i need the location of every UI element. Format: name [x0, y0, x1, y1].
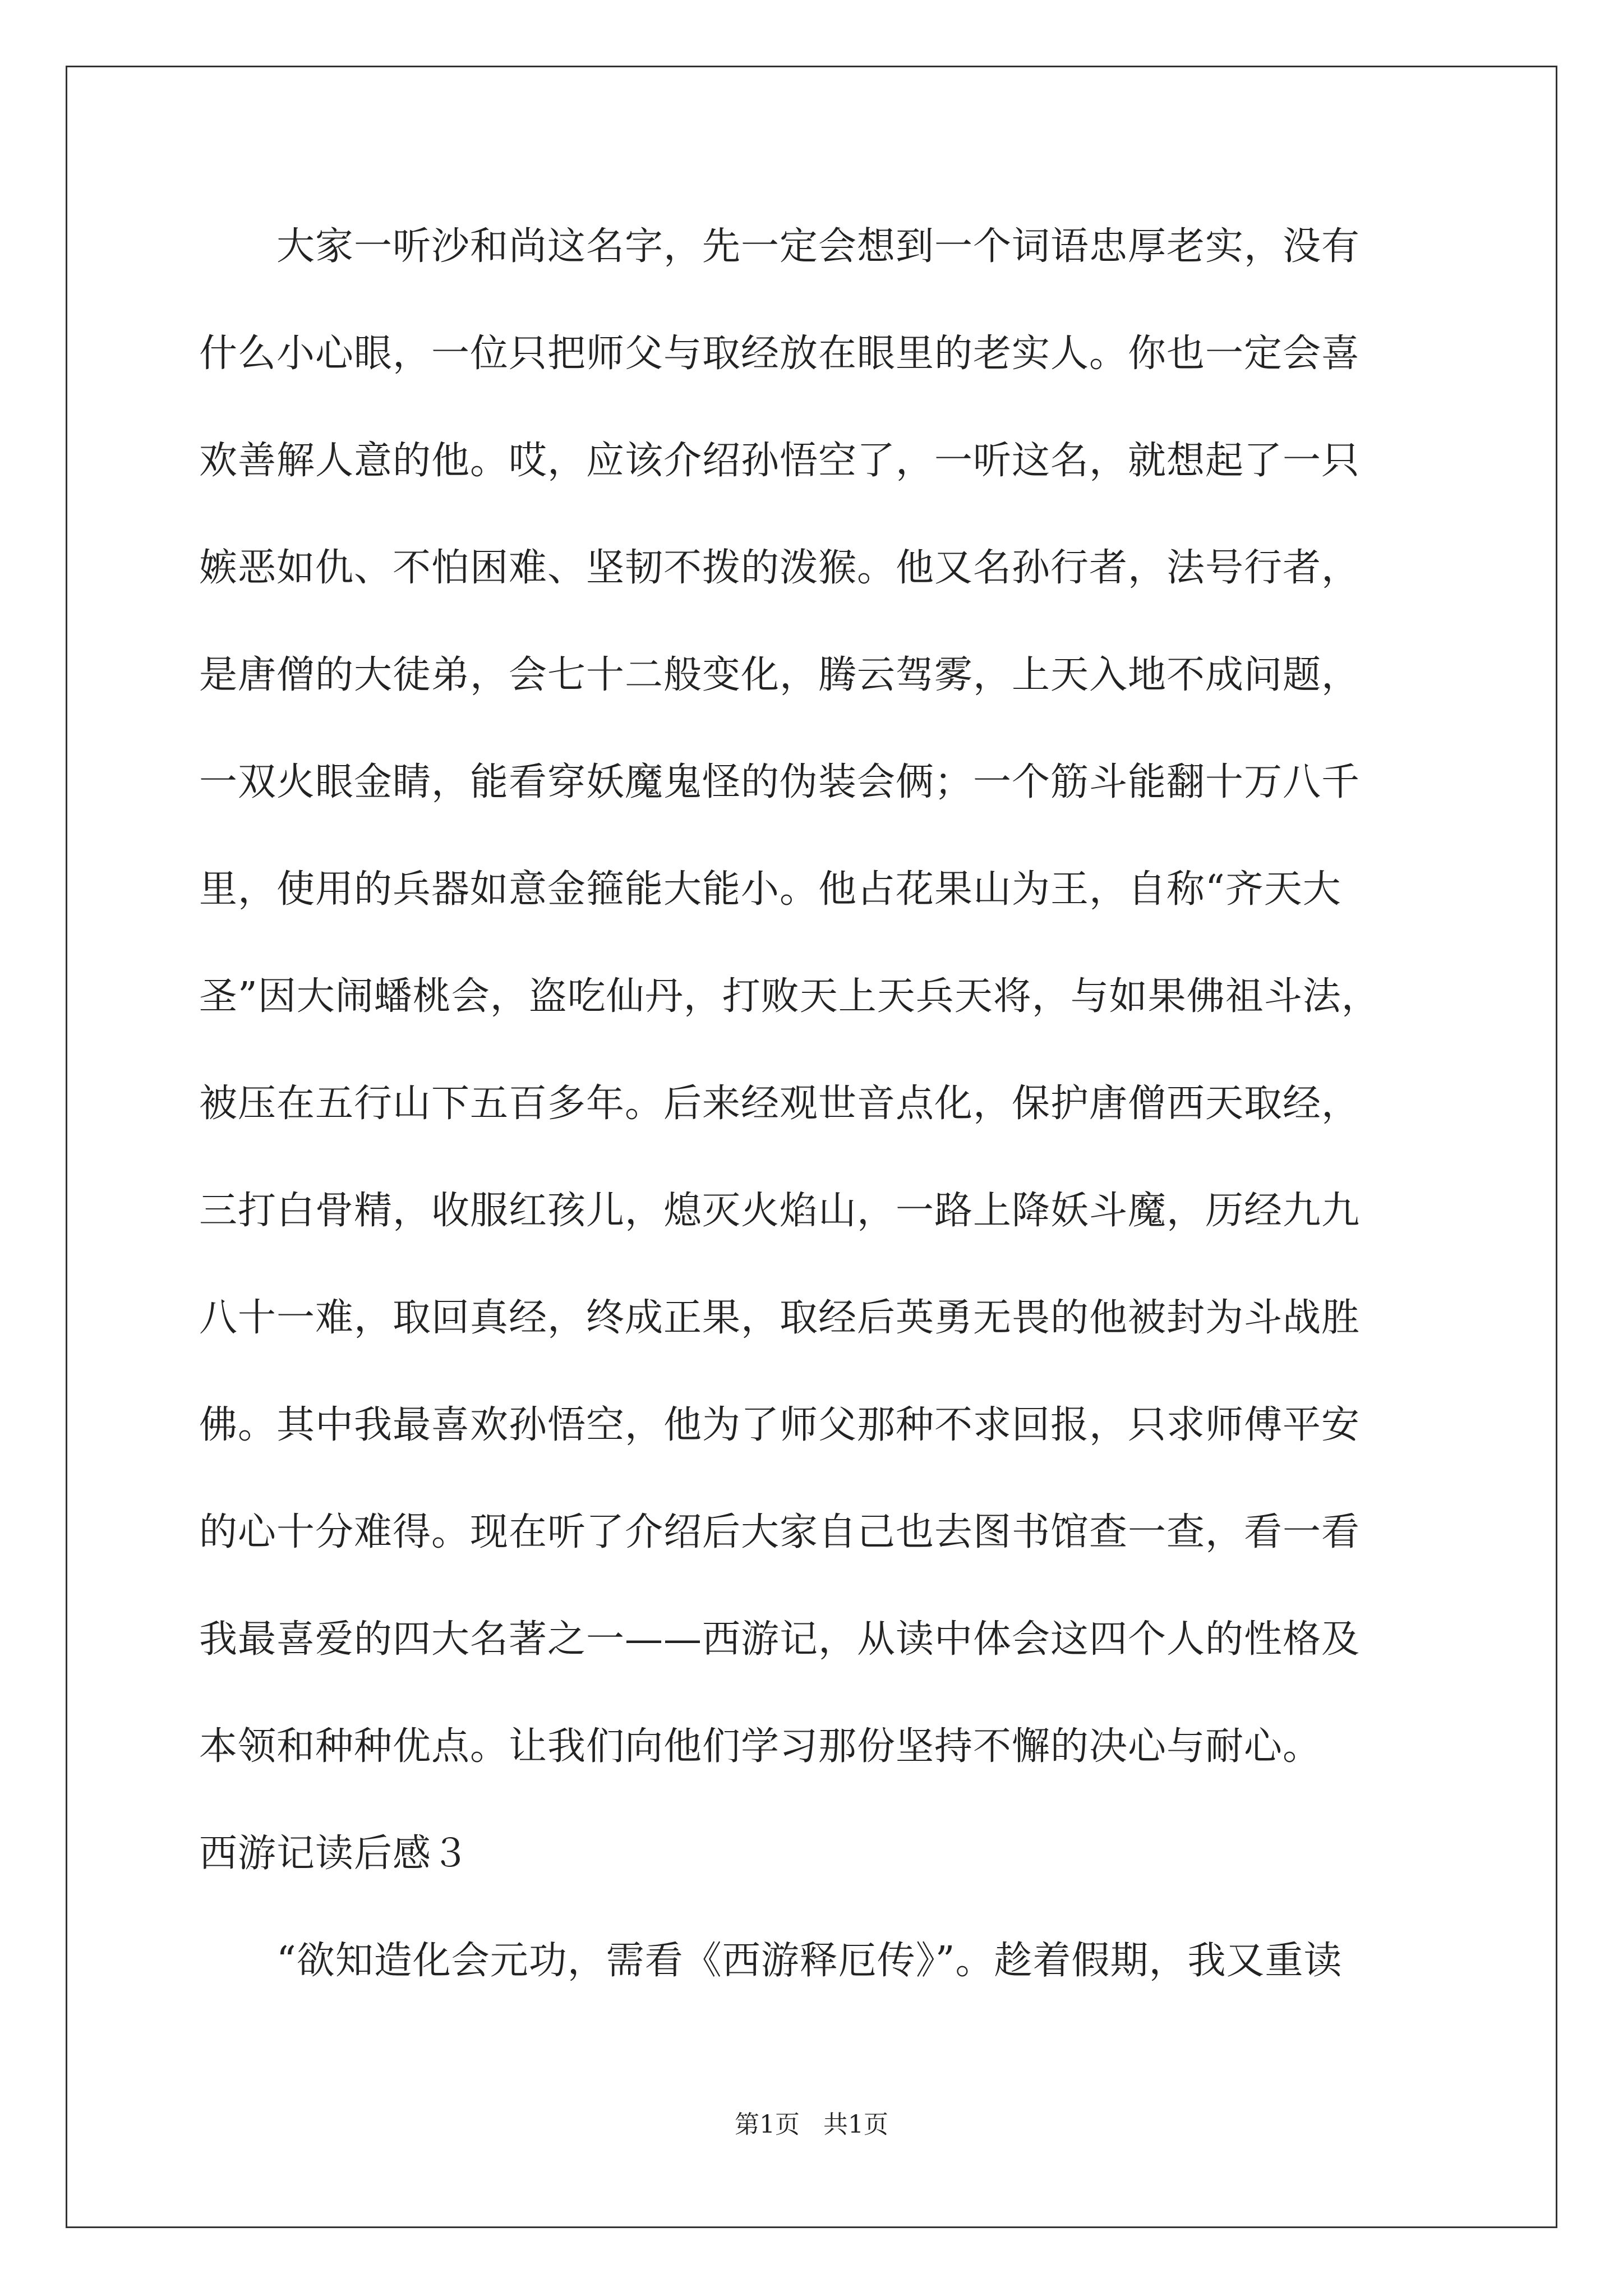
page-border: [66, 66, 1557, 2228]
paragraph-line: 欢善解人意的他。哎，应该介绍孙悟空了，一听这名，就想起了一只: [199, 439, 1361, 483]
paragraph-line: 大家一听沙和尚这名字，先一定会想到一个词语忠厚老实，没有: [199, 224, 1361, 269]
paragraph-line: “欲知造化会元功，需看《西游释厄传》”。趁着假期，我又重读: [199, 1939, 1343, 1983]
paragraph-line: 是唐僧的大徒弟，会七十二般变化，腾云驾雾，上天入地不成问题，: [199, 653, 1361, 697]
paragraph-line: 的心十分难得。现在听了介绍后大家自己也去图书馆查一查，看一看: [199, 1510, 1361, 1554]
paragraph-line: 圣”因大闹蟠桃会，盗吃仙丹，打败天上天兵天将，与如果佛祖斗法，: [199, 974, 1380, 1019]
paragraph-line: 嫉恶如仇、不怕困难、坚韧不拨的泼猴。他又名孙行者，法号行者，: [199, 546, 1361, 590]
section-heading: 西游记读后感３: [199, 1832, 471, 1876]
paragraph-line: 什么小心眼，一位只把师父与取经放在眼里的老实人。你也一定会喜: [199, 332, 1361, 376]
paragraph-line: 被压在五行山下五百多年。后来经观世音点化，保护唐僧西天取经，: [199, 1082, 1361, 1126]
paragraph-line: 一双火眼金睛，能看穿妖魔鬼怪的伪装会俩；一个筋斗能翻十万八千: [199, 760, 1361, 804]
paragraph-line: 里，使用的兵器如意金箍能大能小。他占花果山为王，自称“齐天大: [199, 867, 1341, 912]
paragraph-line: 三打白骨精，收服红孩儿，熄灭火焰山，一路上降妖斗魔，历经九九: [199, 1189, 1361, 1233]
page-number-footer: 第1页 共1页: [735, 2110, 888, 2139]
paragraph-line: 我最喜爱的四大名著之一——西游记，从读中体会这四个人的性格及: [199, 1617, 1361, 1662]
paragraph-line: 八十一难，取回真经，终成正果，取经后英勇无畏的他被封为斗战胜: [199, 1296, 1361, 1340]
paragraph-line: 本领和种种优点。让我们向他们学习那份坚持不懈的决心与耐心。: [199, 1724, 1322, 1769]
paragraph-line: 佛。其中我最喜欢孙悟空，他为了师父那种不求回报，只求师傅平安: [199, 1403, 1361, 1447]
